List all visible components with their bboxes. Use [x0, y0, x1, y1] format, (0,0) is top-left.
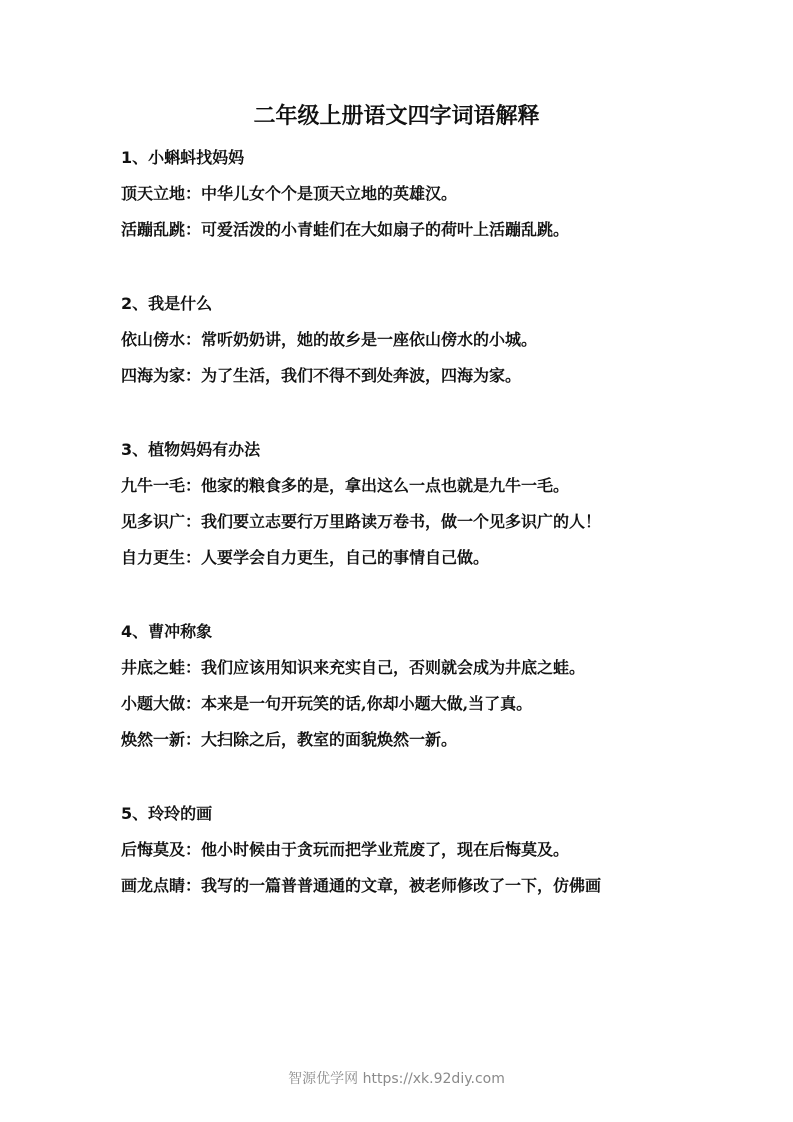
- section-2: [121, 292, 761, 388]
- entry: [121, 838, 761, 862]
- entry-separator: ：: [185, 330, 202, 349]
- section-heading: 3、植物妈妈有办法: [121, 440, 261, 459]
- entry-term: 活蹦乱跳: [121, 220, 186, 239]
- entry: [121, 474, 761, 498]
- entry: [121, 328, 761, 352]
- entry-text: 人要学会自力更生，自己的事情自己做。: [201, 548, 490, 567]
- entry-separator: ：: [185, 658, 202, 677]
- footer-watermark: 智源优学网 https://xk.92diy.com: [288, 1071, 505, 1087]
- entry-text: 本来是一句开玩笑的话,你却小题大做,当了真。: [201, 694, 533, 713]
- entry-text: 我们要立志要行万里路读万卷书，做一个见多识广的人！: [201, 512, 602, 531]
- entry-separator: ：: [185, 220, 202, 239]
- section-1: [121, 146, 761, 242]
- document-body: [121, 146, 761, 898]
- entry-term: 画龙点睛: [121, 876, 186, 895]
- section-heading: 1、小蝌蚪找妈妈: [121, 148, 245, 167]
- entry-separator: ：: [185, 366, 202, 385]
- entry-separator: ：: [185, 512, 202, 531]
- entry: [121, 218, 761, 242]
- entry-text: 常听奶奶讲，她的故乡是一座依山傍水的小城。: [201, 330, 538, 349]
- entry-text: 中华儿女个个是顶天立地的英雄汉。: [201, 184, 458, 203]
- entry-term: 见多识广: [121, 512, 186, 531]
- entry-separator: ：: [185, 184, 202, 203]
- entry: [121, 182, 761, 206]
- section-heading: 4、曹冲称象: [121, 622, 213, 641]
- entry-text: 他家的粮食多的是，拿出这么一点也就是九牛一毛。: [201, 476, 570, 495]
- entry-separator: ：: [185, 876, 202, 895]
- entry-term: 小题大做: [121, 694, 186, 713]
- entry-term: 井底之蛙: [121, 658, 186, 677]
- page-title: 二年级上册语文四字词语解释: [253, 103, 540, 129]
- section-5: [121, 802, 761, 898]
- entry-term: 自力更生: [121, 548, 186, 567]
- entry-separator: ：: [185, 840, 202, 859]
- entry-text: 大扫除之后，教室的面貌焕然一新。: [201, 730, 458, 749]
- entry-separator: ：: [185, 548, 202, 567]
- section-4: [121, 620, 761, 752]
- entry: [121, 728, 761, 752]
- entry-term: 九牛一毛: [121, 476, 186, 495]
- entry: [121, 874, 761, 898]
- entry-text: 他小时候由于贪玩而把学业荒废了，现在后悔莫及。: [201, 840, 570, 859]
- entry: [121, 546, 761, 570]
- section-heading: 2、我是什么: [121, 294, 213, 313]
- section-3: [121, 438, 761, 570]
- entry-text: 我写的一篇普普通通的文章，被老师修改了一下，仿佛画: [201, 876, 602, 895]
- entry: [121, 692, 761, 716]
- entry-separator: ：: [185, 694, 202, 713]
- entry-separator: ：: [185, 476, 202, 495]
- entry-term: 依山傍水: [121, 330, 186, 349]
- entry-term: 顶天立地: [121, 184, 186, 203]
- entry-term: 后悔莫及: [121, 840, 186, 859]
- entry: [121, 656, 761, 680]
- entry-term: 四海为家: [121, 366, 186, 385]
- entry: [121, 364, 761, 388]
- entry-text: 可爱活泼的小青蛙们在大如扇子的荷叶上活蹦乱跳。: [201, 220, 570, 239]
- entry-text: 为了生活，我们不得不到处奔波，四海为家。: [201, 366, 522, 385]
- entry-separator: ：: [185, 730, 202, 749]
- entry-term: 焕然一新: [121, 730, 186, 749]
- entry-text: 我们应该用知识来充实自己，否则就会成为井底之蛙。: [201, 658, 586, 677]
- section-heading: 5、玲玲的画: [121, 804, 213, 823]
- entry: [121, 510, 761, 534]
